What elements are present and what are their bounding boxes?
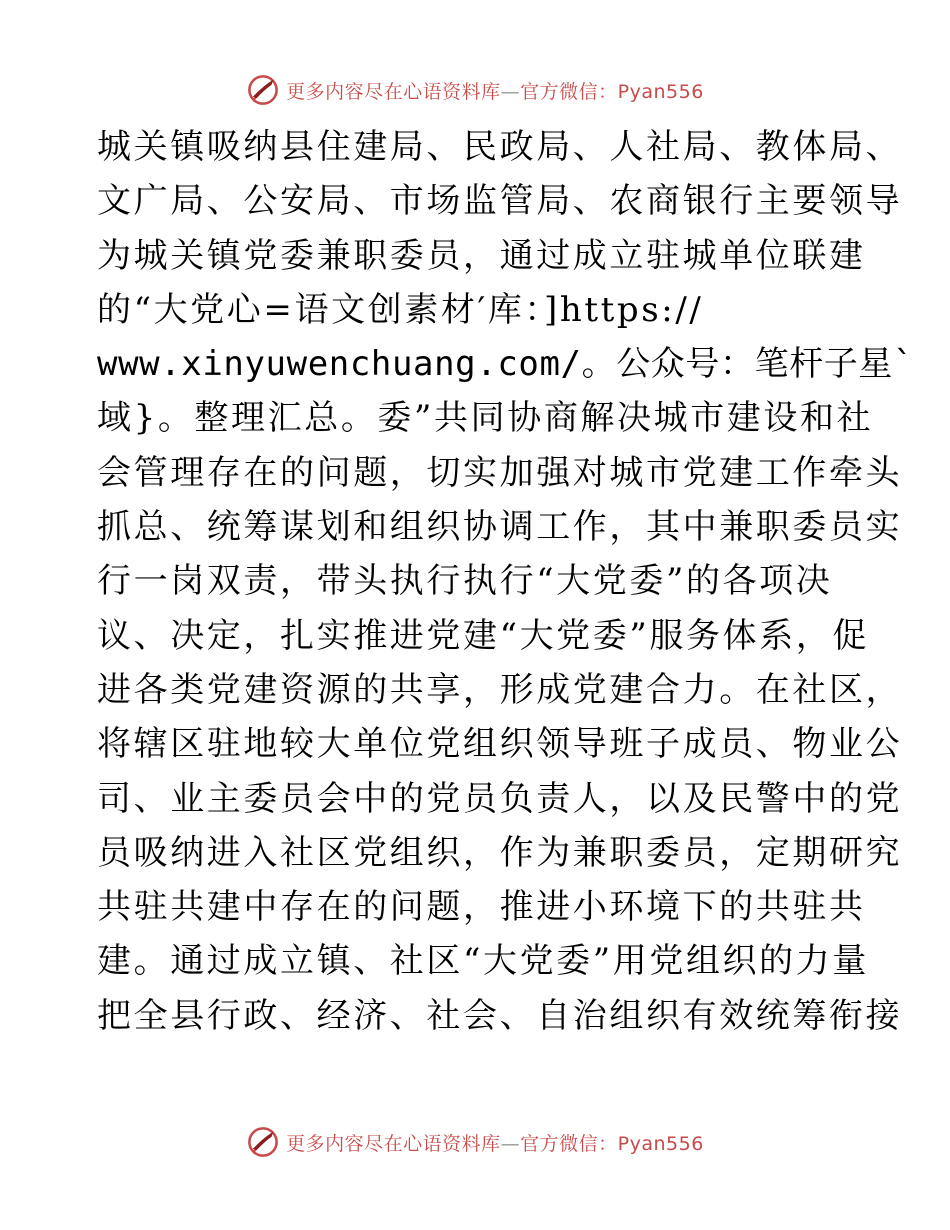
footer-watermark [0, 1122, 950, 1162]
pen-logo-icon [246, 1125, 280, 1159]
watermark-brand: 更多内容尽在心语资料库 [286, 1132, 501, 1155]
body-line: 议、决定，扎实推进党建“大党委”服务体系，促 [97, 615, 869, 656]
body-line: 员吸纳进入社区党组织，作为兼职委员，定期研究 [97, 832, 903, 873]
watermark-dash: — [500, 1132, 521, 1155]
body-line: 会管理存在的问题，切实加强对城市党建工作牵头 [97, 452, 903, 493]
watermark-text [286, 77, 704, 104]
body-line: 建。通过成立镇、社区“大党委”用党组织的力量 [97, 941, 869, 982]
watermark-dash: — [500, 80, 521, 103]
body-line-url: www.xinyuwenchuang.com/。公众号：笔杆子星` [97, 344, 915, 385]
header-watermark [0, 70, 950, 110]
body-line: 为城关镇党委兼职委员，通过成立驻城单位联建 [97, 235, 866, 276]
body-line: 司、业主委员会中的党员负责人，以及民警中的党 [97, 778, 903, 819]
document-body [97, 120, 915, 1043]
watermark-contact: 官方微信：Pyan556 [520, 80, 704, 103]
watermark-text [286, 1129, 704, 1156]
body-line: 城关镇吸纳县住建局、民政局、人社局、教体局、 [97, 127, 903, 167]
watermark-contact: 官方微信：Pyan556 [520, 1132, 704, 1155]
body-line: 的“大党心=语文创素材′库：]https:// [97, 289, 704, 330]
body-line: 行一岗双责，带头执行执行“大党委”的各项决 [97, 561, 833, 602]
watermark-brand: 更多内容尽在心语资料库 [286, 80, 501, 103]
body-line: 抓总、统筹谋划和组织协调工作，其中兼职委员实 [97, 507, 903, 548]
body-line: 进各类党建资源的共享，形成党建合力。在社区， [97, 669, 903, 710]
body-line: 文广局、公安局、市场监管局、农商银行主要领导 [97, 181, 903, 222]
body-line: 把全县行政、经济、社会、自治组织有效统筹衔接 [97, 995, 903, 1036]
body-line: 域}。整理汇总。委”共同协商解决城市建设和社 [97, 398, 874, 439]
body-line: 共驻共建中存在的问题，推进小环境下的共驻共 [97, 887, 866, 928]
body-line: 将辖区驻地较大单位党组织领导班子成员、物业公 [97, 724, 903, 765]
pen-logo-icon [246, 73, 280, 107]
